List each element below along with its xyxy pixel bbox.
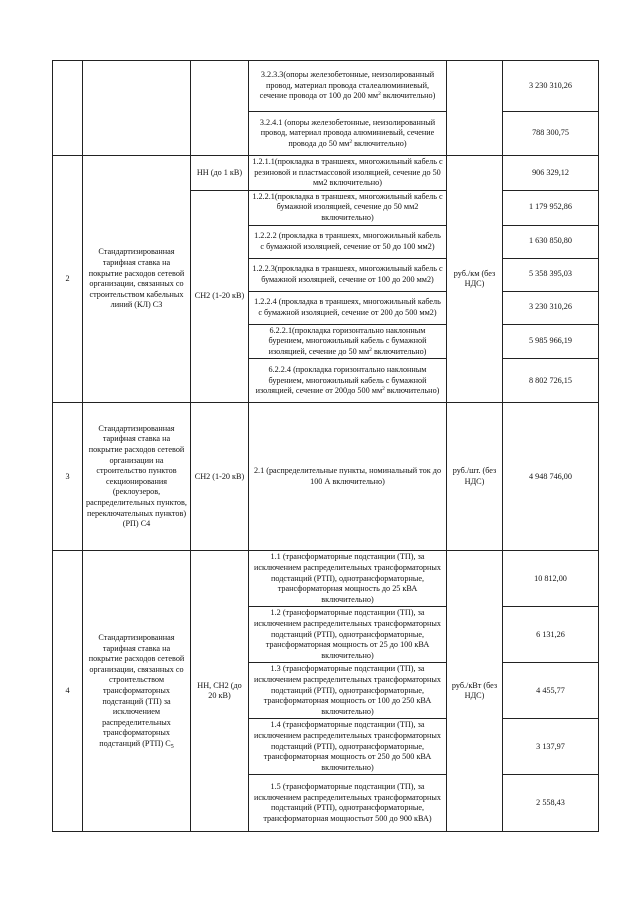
rate-name: Стандартизированная тарифная ставка на покрытие расходов сетевой организации на строительство пунктов секционирования (реклоузеров, распределительных пунктов, переключательных пунктов) (РП) С4 bbox=[83, 403, 191, 551]
rate-value: 906 329,12 bbox=[503, 156, 599, 191]
table-row bbox=[53, 403, 599, 551]
rate-value: 3 230 310,26 bbox=[503, 291, 599, 324]
row-number: 3 bbox=[53, 403, 83, 551]
rate-description: 6.2.2.1(прокладка горизонтально наклонным бурением, многожильный кабель с бумажной изоляцией, сечение до 50 $мм^2$ включительно) bbox=[249, 324, 447, 359]
voltage-level: СН2 (1-20 кВ) bbox=[191, 190, 249, 403]
voltage-level: СН2 (1-20 кВ) bbox=[191, 403, 249, 551]
rate-value: 2 558,43 bbox=[503, 775, 599, 832]
rate-description: 1.3 (трансформаторные подстанции (ТП), за исключением распределительных трансформаторных подстанций (РТП), однотрансформаторные, трансформаторная мощность от 100 до 250 кВА включительно) bbox=[249, 663, 447, 719]
rate-value: 788 300,75 bbox=[503, 112, 599, 156]
rate-description: 3.2.4.1 (опоры железобетонные, неизолированный провод, материал провода алюминиевый, сечение провода до 50 $мм^2$ включительно) bbox=[249, 112, 447, 156]
rate-description: 1.5 (трансформаторные подстанции (ТП), за исключением распределительных трансформаторных подстанций (РТП), однотрансформаторные, трансформаторная мощностьот 500 до 900 кВА) bbox=[249, 775, 447, 832]
rate-value: 5 358 395,03 bbox=[503, 258, 599, 291]
table-row bbox=[53, 156, 599, 191]
rate-description: 2.1 (распределительные пункты, номинальный ток до 100 А включительно) bbox=[249, 403, 447, 551]
table-row bbox=[53, 551, 599, 607]
tariff-table bbox=[52, 60, 599, 832]
rate-value: 4 455,77 bbox=[503, 663, 599, 719]
rate-description: 1.2.2.3(прокладка в траншеях, многожильный кабель с бумажной изоляцией, сечение от 100 до 200 мм2) bbox=[249, 258, 447, 291]
unit-cell bbox=[447, 61, 503, 156]
rate-description: 1.4 (трансформаторные подстанции (ТП), за исключением распределительных трансформаторных подстанций (РТП), однотрансформаторные, трансформаторная мощность от 250 до 500 кВА включительно) bbox=[249, 719, 447, 775]
rate-name-cell bbox=[83, 61, 191, 156]
unit: руб./шт. (без НДС) bbox=[447, 403, 503, 551]
rate-description: 1.2.2.2 (прокладка в траншеях, многожильный кабель с бумажной изоляцией, сечение от 50 до 100 мм2) bbox=[249, 225, 447, 258]
voltage-level: НН, СН2 (до 20 кВ) bbox=[191, 551, 249, 832]
rate-description: 1.2.2.1(прокладка в траншеях, многожильный кабель с бумажной изоляцией, сечение до 50 мм2 включительно) bbox=[249, 190, 447, 225]
rate-value: 5 985 966,19 bbox=[503, 324, 599, 359]
rate-value: 3 137,97 bbox=[503, 719, 599, 775]
rate-description: 1.2.2.4 (прокладка в траншеях, многожильный кабель с бумажной изоляцией, сечение от 200 до 500 мм2) bbox=[249, 291, 447, 324]
row-number-cell bbox=[53, 61, 83, 156]
unit: руб./км (без НДС) bbox=[447, 156, 503, 403]
table-row bbox=[53, 61, 599, 112]
rate-description: 1.1 (трансформаторные подстанции (ТП), за исключением распределительных трансформаторных подстанций (РТП), однотрансформаторные, трансформаторная мощность до 25 кВА включительно) bbox=[249, 551, 447, 607]
rate-description: 6.2.2.4 (прокладка горизонтально наклонным бурением, многожильный кабель с бумажной изоляцией, сечение от 200до 500 $мм^2$ включительно) bbox=[249, 359, 447, 403]
rate-description: 3.2.3.3(опоры железобетонные, неизолированный провод, материал провода сталеалюминиевый, сечение провода от 100 до 200 $мм^2$ включительно) bbox=[249, 61, 447, 112]
rate-value: 1 630 850,80 bbox=[503, 225, 599, 258]
rate-description: 1.2 (трансформаторные подстанции (ТП), за исключением распределительных трансформаторных подстанций (РТП), однотрансформаторные, трансформаторная мощность от 25 до 100 кВА включительно) bbox=[249, 607, 447, 663]
rate-name: Стандартизированная тарифная ставка на покрытие расходов сетевой организации, связанных со строительством трансформаторных подстанций (ТП) за исключением распределительных трансформаторных подстанций (РТП) $С_5$ bbox=[83, 551, 191, 832]
rate-value: 8 802 726,15 bbox=[503, 359, 599, 403]
voltage-level: НН (до 1 кВ) bbox=[191, 156, 249, 191]
row-number: 2 bbox=[53, 156, 83, 403]
unit: руб./кВт (без НДС) bbox=[447, 551, 503, 832]
rate-value: 1 179 952,86 bbox=[503, 190, 599, 225]
rate-value: 4 948 746,00 bbox=[503, 403, 599, 551]
rate-value: 3 230 310,26 bbox=[503, 61, 599, 112]
rate-value: 10 812,00 bbox=[503, 551, 599, 607]
row-number: 4 bbox=[53, 551, 83, 832]
voltage-level-cell bbox=[191, 61, 249, 156]
rate-description: 1.2.1.1(прокладка в траншеях, многожильный кабель с резиновой и пластмассовой изоляцией, сечение до 50 мм2 включительно) bbox=[249, 156, 447, 191]
rate-name: Стандартизированная тарифная ставка на покрытие расходов сетевой организации, связанных со строительством кабельных линий (КЛ) С3 bbox=[83, 156, 191, 403]
rate-value: 6 131,26 bbox=[503, 607, 599, 663]
